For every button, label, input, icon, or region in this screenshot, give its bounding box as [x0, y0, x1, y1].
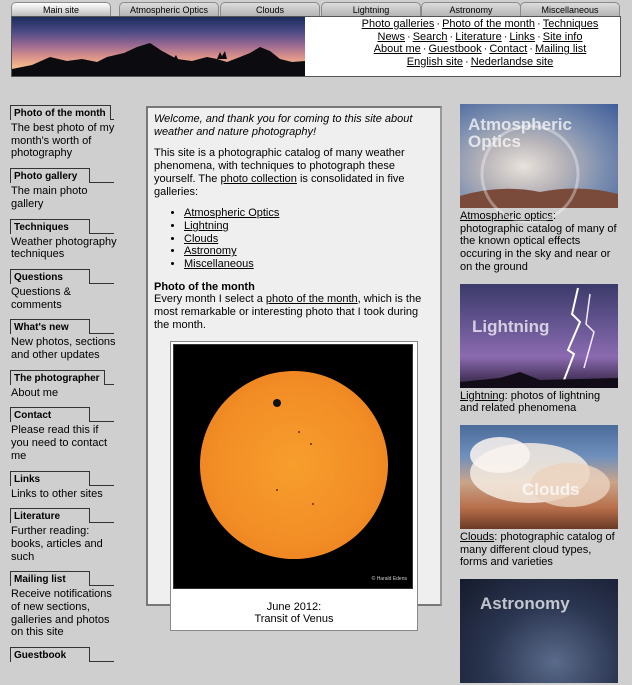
tab-miscellaneous[interactable]: Miscellaneous	[520, 2, 620, 16]
gallery-link-astronomy[interactable]: Astronomy	[184, 245, 237, 258]
sidebar-heading-rule	[10, 167, 114, 183]
nav-link-photo-galleries[interactable]: Photo galleries	[361, 18, 435, 30]
sidebar-heading-rule	[10, 268, 114, 284]
sidebar-heading-photo-gallery[interactable]: Photo gallery	[10, 168, 90, 183]
sunspot	[298, 431, 300, 433]
sidebar-heading-questions[interactable]: Questions	[10, 269, 90, 284]
sidebar-description: Questions & comments	[11, 285, 71, 311]
thumb-title: Lightning	[472, 316, 550, 336]
astronomy-thumbnail[interactable]	[460, 579, 618, 683]
main-content	[146, 106, 442, 626]
cloud-icon	[460, 425, 618, 529]
sidebar-section-questions	[10, 268, 118, 311]
nav-separator: ·	[483, 43, 488, 56]
nav-link-techniques[interactable]: Techniques	[542, 18, 599, 30]
nav-separator: ·	[449, 30, 454, 43]
sidebar-description: Weather photography techniques	[11, 235, 117, 261]
sidebar-heading-contact[interactable]: Contact	[10, 407, 90, 422]
tab-clouds[interactable]: Clouds	[220, 2, 320, 16]
gallery-link-miscellaneous[interactable]: Miscellaneous	[184, 258, 254, 271]
header-nav-row	[330, 43, 630, 56]
clouds-desc: Clouds: photographic catalog of many different cloud types, forms and varieties	[460, 530, 615, 569]
sidebar-section-links	[10, 470, 118, 501]
sidebar-heading-rule	[10, 570, 114, 586]
clouds-link[interactable]: Clouds	[460, 530, 495, 543]
tab-main-site[interactable]: Main site	[11, 2, 111, 16]
sidebar-heading-techniques[interactable]: Techniques	[10, 219, 90, 234]
sunspot	[310, 443, 312, 445]
venus-disc	[273, 399, 281, 407]
gallery-list-item	[184, 258, 434, 271]
sidebar-heading-rule	[10, 318, 114, 334]
gallery-list-item	[184, 233, 434, 246]
nav-link-guestbook[interactable]: Guestbook	[428, 43, 482, 56]
sidebar-section-mailing-list	[10, 570, 118, 639]
header-nav-row	[330, 31, 630, 44]
tab-atmospheric-optics[interactable]: Atmospheric Optics	[119, 2, 219, 16]
tab-astronomy[interactable]: Astronomy	[421, 2, 521, 16]
nav-link-english-site[interactable]: English site	[406, 55, 464, 68]
nav-link-photo-of-the-month[interactable]: Photo of the month	[442, 18, 536, 30]
nav-link-mailing-list[interactable]: Mailing list	[534, 43, 587, 56]
sidebar-heading-rule	[10, 104, 114, 120]
sidebar-heading-rule	[10, 406, 114, 422]
sidebar-section-photo-gallery	[10, 167, 118, 210]
intro-paragraph: This site is a photographic catalog of many weather phenomena, with techniques to photograph these yourself. The photo collection is consolidated in five galleries:	[154, 147, 405, 198]
header-banner-image	[12, 17, 305, 76]
sidebar-section-what-s-new	[10, 318, 118, 361]
header-nav-row	[330, 56, 630, 69]
sidebar-section-the-photographer	[10, 369, 118, 400]
gallery-list-item	[184, 245, 434, 258]
sidebar-section-techniques	[10, 218, 118, 261]
atmospheric-optics-thumbnail[interactable]	[460, 104, 618, 208]
thumb-title: Astronomy	[480, 594, 570, 614]
photo-of-the-month-link[interactable]: photo of the month	[265, 293, 358, 306]
sidebar-heading-literature[interactable]: Literature	[10, 508, 90, 523]
sidebar-section-photo-of-the-month	[10, 104, 118, 160]
sidebar-heading-rule	[10, 470, 114, 486]
sidebar-heading-rule	[10, 369, 114, 385]
atmospheric-optics-desc: Atmospheric optics: photographic catalog of many of the known optical effects occuring in the sky and near or on the ground	[460, 210, 617, 273]
left-sidebar	[10, 104, 118, 669]
venus-transit-photo[interactable]	[173, 344, 413, 589]
welcome-text: Welcome, and thank you for coming to this site about weather and nature photography!	[154, 113, 413, 138]
nav-link-links[interactable]: Links	[509, 30, 536, 43]
gallery-list-item	[184, 207, 434, 220]
nav-separator: ·	[537, 30, 541, 43]
thumb-title: Clouds	[522, 479, 580, 499]
nav-separator: ·	[407, 30, 411, 43]
nav-link-about-me[interactable]: About me	[373, 43, 421, 56]
sidebar-heading-the-photographer[interactable]: The photographer	[10, 370, 105, 385]
sidebar-description: New photos, sections and other updates	[11, 336, 116, 362]
lightning-bolt-icon	[460, 284, 618, 388]
gallery-link-lightning[interactable]: Lightning	[184, 219, 229, 232]
site-header	[11, 16, 621, 77]
potm-photo-frame	[170, 341, 418, 631]
photo-credit: © Harald Edens	[371, 575, 407, 582]
sidebar-heading-photo-of-the-month[interactable]: Photo of the month	[10, 105, 111, 120]
photo-collection-link[interactable]: photo collection	[220, 172, 297, 185]
nav-separator: ·	[422, 43, 427, 56]
sidebar-section-literature	[10, 507, 118, 563]
nav-separator: ·	[503, 30, 508, 43]
sidebar-description: Links to other sites	[11, 487, 103, 500]
nav-separator: ·	[465, 55, 469, 68]
header-nav-row	[330, 18, 630, 31]
sun-disc	[200, 371, 388, 559]
sidebar-description: Receive notifications of new sections, galleries and photos on this site	[11, 588, 112, 639]
atmospheric-optics-link[interactable]: Atmospheric optics	[460, 210, 553, 222]
lightning-link[interactable]: Lightning	[460, 389, 505, 402]
nav-separator: ·	[529, 43, 533, 56]
sidebar-description: Further reading: books, articles and such	[11, 525, 103, 563]
sidebar-heading-rule	[10, 646, 114, 662]
sidebar-heading-mailing-list[interactable]: Mailing list	[10, 571, 90, 586]
nav-separator: ·	[537, 18, 541, 30]
lightning-desc: Lightning: photos of lightning and related phenomena	[460, 389, 601, 415]
gallery-list	[184, 207, 434, 271]
tab-lightning[interactable]: Lightning	[321, 2, 421, 16]
nav-link-search[interactable]: Search	[412, 30, 448, 43]
nav-separator: ·	[436, 18, 441, 30]
mountain-silhouette	[12, 17, 305, 76]
photo-caption: June 2012: Transit of Venus	[254, 600, 334, 626]
gallery-link-clouds[interactable]: Clouds	[184, 232, 219, 245]
sunspot	[276, 489, 278, 491]
lightning-thumbnail[interactable]	[460, 284, 618, 388]
gallery-link-atmospheric-optics[interactable]: Atmospheric Optics	[184, 207, 280, 220]
sidebar-heading-rule	[10, 218, 114, 234]
sidebar-heading-links[interactable]: Links	[10, 471, 90, 486]
potm-heading: Photo of the month	[154, 280, 255, 293]
sidebar-heading-guestbook[interactable]: Guestbook	[10, 647, 90, 662]
sidebar-description: The best photo of my month's worth of photography	[11, 122, 115, 160]
top-tab-bar	[11, 2, 621, 16]
sidebar-heading-what-s-new[interactable]: What's new	[10, 319, 90, 334]
sidebar-section-guestbook	[10, 646, 118, 662]
nav-link-nederlandse-site[interactable]: Nederlandse site	[470, 55, 554, 68]
sidebar-description: About me	[11, 386, 59, 399]
nav-link-site-info[interactable]: Site info	[542, 30, 583, 43]
nav-link-literature[interactable]: Literature	[455, 30, 502, 43]
header-navigation	[330, 18, 630, 68]
thumb-title: Atmospheric Optics	[468, 115, 572, 151]
nav-link-news[interactable]: News	[377, 30, 406, 43]
gallery-list-item	[184, 220, 434, 233]
sidebar-description: The main photo gallery	[11, 185, 88, 210]
nav-link-contact[interactable]: Contact	[489, 43, 528, 56]
right-gallery-column	[460, 104, 620, 685]
sunspot	[312, 503, 314, 505]
clouds-thumbnail[interactable]	[460, 425, 618, 529]
potm-paragraph: Every month I select a photo of the month, which is the most remarkable or interesting photo that I took during the month.	[154, 293, 422, 331]
sidebar-section-contact	[10, 406, 118, 462]
sidebar-description: Please read this if you need to contact me	[11, 424, 108, 462]
sidebar-heading-rule	[10, 507, 114, 523]
